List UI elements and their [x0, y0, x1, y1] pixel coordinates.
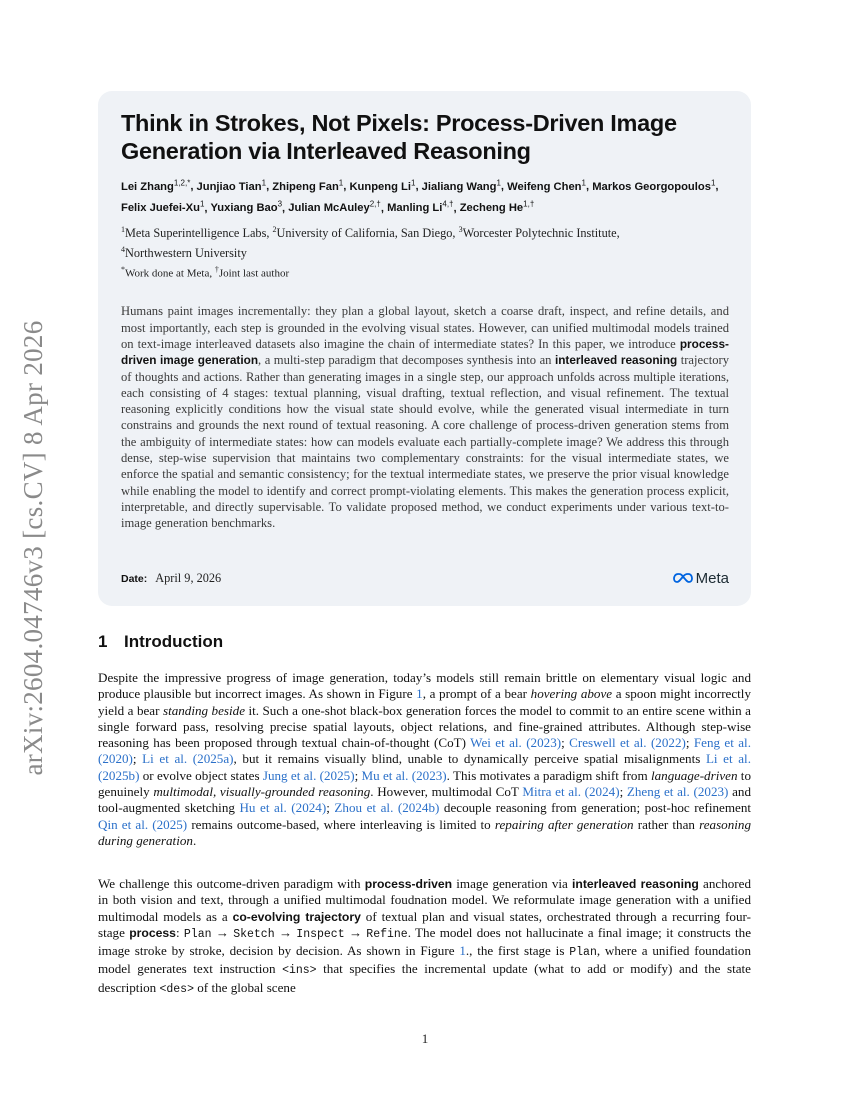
paper-title: Think in Strokes, Not Pixels: Process-Driven Image Generation via Interleaved Reasoning	[121, 110, 677, 164]
date-value: April 9, 2026	[155, 571, 222, 585]
section-title: Introduction	[124, 632, 224, 651]
author: Markos Georgopoulos$^1$	[592, 178, 716, 193]
date-label: Date:	[121, 573, 148, 585]
date-row	[121, 569, 729, 587]
citation-link[interactable]: Jung et al. (2025)	[262, 767, 355, 783]
citation-link[interactable]: Mitra et al. (2024)	[522, 784, 620, 800]
affiliations: $^1$Meta Superintelligence Labs, $^2$University of California, San Diego, $^3$Worcester Polytechnic Institute, $^4$Northwestern University	[121, 225, 620, 260]
author: Junjiao Tian$^1$	[196, 178, 267, 193]
meta-logo-text: Meta	[695, 569, 729, 587]
meta-logo	[673, 570, 729, 587]
author: Zecheng $He^{1,\dagger}$	[459, 199, 535, 215]
citation-link[interactable]: Feng et al. (2020)	[98, 735, 751, 767]
author-notes: *Work done at Meta, †Joint last author	[121, 264, 290, 280]
author: Zhipeng Fan$^1$	[272, 178, 344, 193]
citation-link[interactable]: Mu et al. (2023)	[361, 767, 447, 783]
arxiv-identifier-stamp: arXiv:2604.04746v3 [cs.CV] 8 Apr 2026	[18, 320, 48, 776]
author: Felix Juefei-Xu$^1$	[121, 199, 205, 215]
figure-link[interactable]: 1	[459, 943, 466, 959]
intro-paragraph-2: We challenge this outcome-driven paradigm with process-driven image generation via interleaved reasoning anchored in both vision and text, through a unified multimodal foudnation model. We reformulate image generation with a unified multimodal models as a co-evolving trajectory of textual plan and visual states, orchestrated through a recurring four-stage process: Plan → Sketch → Inspect → Refine. The model does not hallucinate a final image; it constructs the image stroke by stroke, decision by decision. As shown in Figure 1., the first stage is Plan, where a unified foundation model generates text instruction <ins> that specifies the incremental update (what to add or modify) and the state description <des> of the global scene	[98, 876, 752, 996]
citation-link[interactable]: Zhou et al. (2024b)	[334, 800, 440, 816]
author-list: Lei Zhang$^{1,2,*}$, Junjiao Tian$^1$, Zhipeng Fan$^1$, Kunpeng Li$^1$, Jialiang Wang$^1$, Weifeng Chen$^1$, Markos Georgopoulos$^1$, Felix Juefei-Xu$^1$, Yuxiang Bao$^3$, Julian McAuley$^{2,\dagger}$, Manling $Li^{4,\dagger}$, Zecheng $He^{1,\dagger}$	[121, 178, 719, 215]
author: Lei Zhang$^{1,2,*}$	[121, 178, 191, 193]
citation-link[interactable]: Qin et al. (2025)	[98, 816, 188, 832]
citation-link[interactable]: Wei et al. (2023)	[470, 735, 562, 751]
citation-link[interactable]: Li et al. (2025b)	[98, 751, 751, 783]
citation-link[interactable]: Creswell et al. (2022)	[569, 735, 686, 751]
section-number: 1	[98, 632, 108, 651]
meta-infinity-icon	[673, 572, 693, 584]
abstract: Humans paint images incrementally: they plan a global layout, sketch a coarse draft, inspect, and refine details, and most importantly, each step is grounded in the evolving visual states. However, can unified multimodal models trained on text-image interleaved datasets also imagine the chain of intermediate states? In this paper, we introduce process-driven image generation, a multi-step paradigm that decomposes synthesis into an interleaved reasoning trajectory of thoughts and actions. Rather than generating images in a single step, our approach unfolds across multiple iterations, each consisting of 4 stages: textual planning, visual drafting, textual reflection, and visual refinement. The textual reasoning explicitly conditions how the visual state should evolve, while the generated visual intermediate in turn constrains and grounds the next round of textual reasoning. A core challenge of process-driven generation stems from the ambiguity of intermediate states: how can models evaluate each partially-complete image? We address this through dense, step-wise supervision that maintains two complementary constraints: for the visual intermediate states, we enforce the spatial and semantic consistency; for the textual intermediate states, we preserve the prior visual knowledge while enabling the model to identify and correct prompt-violating elements. This makes the generation process explicit, interpretable, and directly supervisable. To validate proposed method, we conduct experiments under various text-to-image generation benchmarks.	[121, 304, 729, 531]
author: Yuxiang Bao$^3$	[210, 199, 283, 215]
page-number: 1	[421, 1031, 429, 1046]
paper-header-box	[98, 91, 751, 606]
citation-link[interactable]: Li et al. (2025a)	[142, 751, 234, 767]
author: Jialiang Wang$^1$	[421, 178, 501, 193]
intro-paragraph-1: Despite the impressive progress of image generation, today’s models still remain brittle on elementary visual logic and produce plausible but incorrect images. As shown in Figure 1, a prompt of a bear hovering above a spoon might incorrectly yield a bear standing beside it. Such a one-shot black-box generation forces the model to commit to an entire scene within a single forward pass, resolving precise spatial layouts, object relations, and fine-grained attributes. Although step-wise reasoning has been proposed through textual chain-of-thought (CoT) Wei et al. (2023); Creswell et al. (2022); Feng et al. (2020); Li et al. (2025a), but it remains visually blind, unable to dynamically perceive spatial misalignments Li et al. (2025b) or evolve object states Jung et al. (2025); Mu et al. (2023). This motivates a paradigm shift from language-driven to genuinely multimodal, visually-grounded reasoning. However, multimodal CoT Mitra et al. (2024); Zheng et al. (2023) and tool-augmented sketching Hu et al. (2024); Zhou et al. (2024b) decouple reasoning from generation; post-hoc refinement Qin et al. (2025) remains outcome-based, where interleaving is limited to repairing after generation rather than reasoning during generation.	[98, 670, 751, 848]
section-heading-introduction	[98, 632, 223, 652]
author: Julian McAuley$^{2,\dagger}$	[288, 199, 381, 215]
figure-link[interactable]: 1	[416, 686, 423, 702]
author: Weifeng Chen$^1$	[507, 178, 586, 193]
author: Kunpeng Li$^1$	[349, 178, 416, 193]
author: Manling $Li^{4,\dagger}$	[387, 199, 454, 215]
citation-link[interactable]: Hu et al. (2024)	[239, 800, 327, 816]
citation-link[interactable]: Zheng et al. (2023)	[626, 784, 729, 800]
